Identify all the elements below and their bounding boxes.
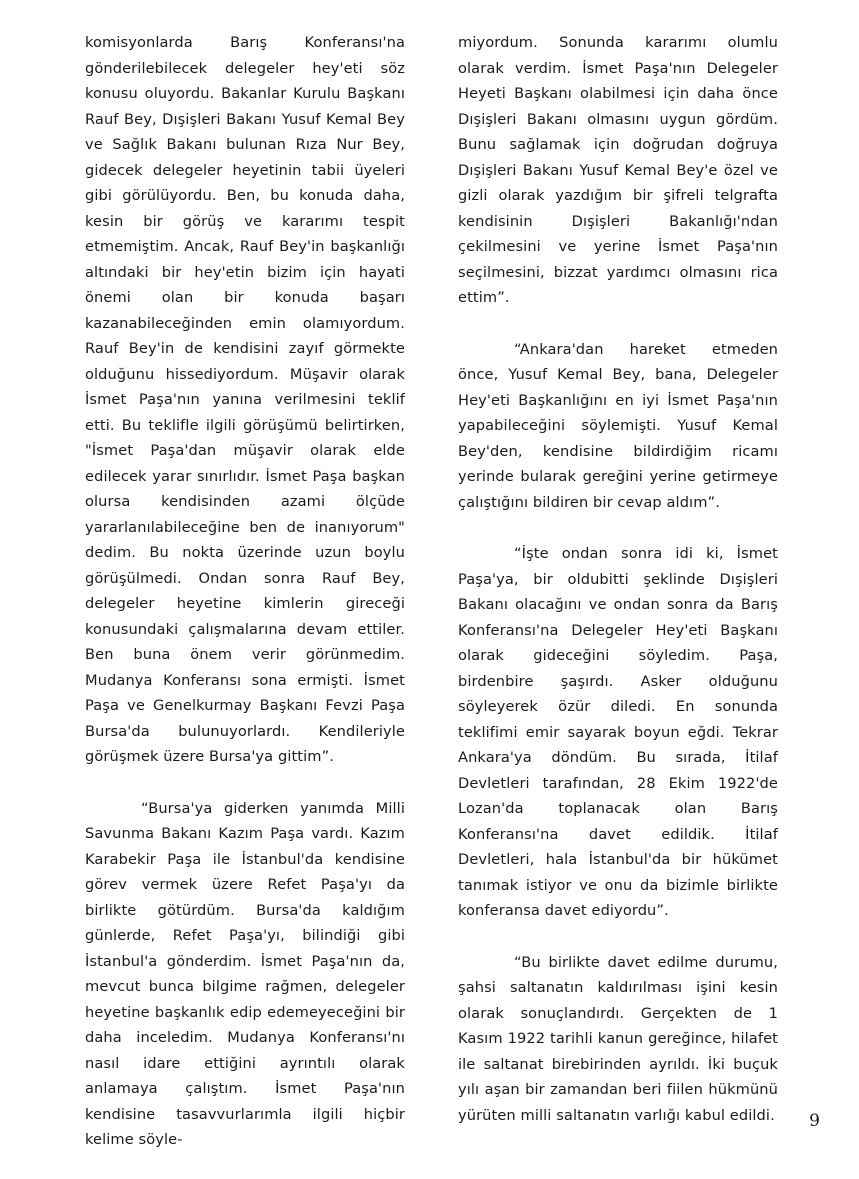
paragraph: “Bu birlikte davet edilme durumu, şahsi saltanatın kaldırılması işini kesin olarak sonuçlandırdı. Gerçekten de 1 Kasım 1922 tarihli kanun gereğince, hilafet ile saltanat birebirinden ayrıldı. İki buçuk yılı aşan bir zamandan beri fiilen hükmünü yürüten milli saltanatın varlığı kabul edildi. xyxy=(458,953,778,1124)
paragraph: “Bursa'ya giderken yanımda Milli Savunma Bakanı Kazım Paşa vardı. Kazım Karabekir Paşa ile İstanbul'da kendisine görev vermek üzere Refet Paşa'yı da birlikte götürdüm. Bursa'da kaldığım günlerde, Refet Paşa'yı, bilindiği gibi İstanbul'a gönderdim. İsmet Paşa'nın da, mevcut bunca bilgime rağmen, delegeler heyetine başkanlık edip edemeyeceğini bir daha inceledim. Mudanya Konferansı'nı nasıl idare ettiğini ayrıntılı olarak anlamaya çalıştım. İsmet Paşa'nın kendisine tasavvurlarımla ilgili hiçbir kelime söyle- xyxy=(85,799,405,1148)
page-number: 9 xyxy=(809,1111,820,1131)
right-column xyxy=(458,30,778,1154)
paragraph: komisyonlarda Barış Konferansı'na gönderilebilecek delegeler hey'eti söz konusu oluyordu. Bakanlar Kurulu Başkanı Rauf Bey, Dışişleri Bakanı Yusuf Kemal Bey ve Sağlık Bakanı bulunan Rıza Nur Bey, gidecek delegeler heyetinin tabii üyeleri gibi görülüyordu. Ben, bu konuda daha, kesin bir görüş ve kararımı tespit etmemiştim. Ancak, Rauf Bey'in başkanlığı altındaki bir hey'etin bizim için hayati önemi olan bir konuda başarı kazanabileceğinden emin olamıyordum. Rauf Bey'in de kendisini zayıf görmekte olduğunu hissediyordum. Müşavir olarak İsmet Paşa'nın yanına verilmesini teklif etti. Bu teklifle ilgili görüşümü belirtirken, "İsmet Paşa'dan müşavir olarak elde edilecek yarar sınırlıdır. İsmet Paşa başkan olursa kendisinden azami ölçüde yararlanılabileceğine ben de inanıyorum" dedim. Bu nokta üzerinde uzun boylu görüşülmedi. Ondan sonra Rauf Bey, delegeler heyetine kimlerin gireceği konusundaki çalışmalarına devam ettiler. Ben buna önem verir görünmedim. Mudanya Konferansı sona ermişti. İsmet Paşa ve Genelkurmay Başkanı Fevzi Paşa Bursa'da bulunuyorlardı. Kendileriyle görüşmek üzere Bursa'ya gittim”. xyxy=(85,34,405,765)
left-column xyxy=(85,30,405,1179)
paragraph: miyordum. Sonunda kararımı olumlu olarak verdim. İsmet Paşa'nın Delegeler Heyeti Başkanı olabilmesi için daha önce Dışişleri Bakanı olmasını uygun gördüm. Bunu sağlamak için doğrudan doğruya Dışişleri Bakanı Yusuf Kemal Bey'e özel ve gizli olarak yazdığım bir şifreli telgrafta kendisinin Dışişleri Bakanlığı'ndan çekilmesini ve yerine İsmet Paşa'nın seçilmesini, bizzat yardımcı olmasını rica ettim”. xyxy=(458,34,778,306)
paragraph: “Ankara'dan hareket etmeden önce, Yusuf Kemal Bey, bana, Delegeler Hey'eti Başkanlığını en iyi İsmet Paşa'nın yapabileceğini söylemişti. Yusuf Kemal Bey'den, kendisine bildirdiğim ricamı yerinde bularak gereğini yerine getirmeye çalıştığını bildiren bir cevap aldım”. xyxy=(458,340,778,511)
paragraph: “İşte ondan sonra idi ki, İsmet Paşa'ya, bir oldubitti şeklinde Dışişleri Bakanı olacağını ve ondan sonra da Barış Konferansı'na Delegeler Hey'eti Başkanı olarak gideceğini söyledim. Paşa, birdenbire şaşırdı. Asker olduğunu söyleyerek özür diledi. En sonunda teklifimi emir sayarak boyun eğdi. Tekrar Ankara'ya döndüm. Bu sırada, İtilaf Devletleri tarafından, 28 Ekim 1922'de Lozan'da toplanacak olan Barış Konferansı'na davet edildik. İtilaf Devletleri, hala İstanbul'da bir hükümet tanımak istiyor ve onu da bizimle birlikte konferansa davet ediyordu”. xyxy=(458,545,778,919)
